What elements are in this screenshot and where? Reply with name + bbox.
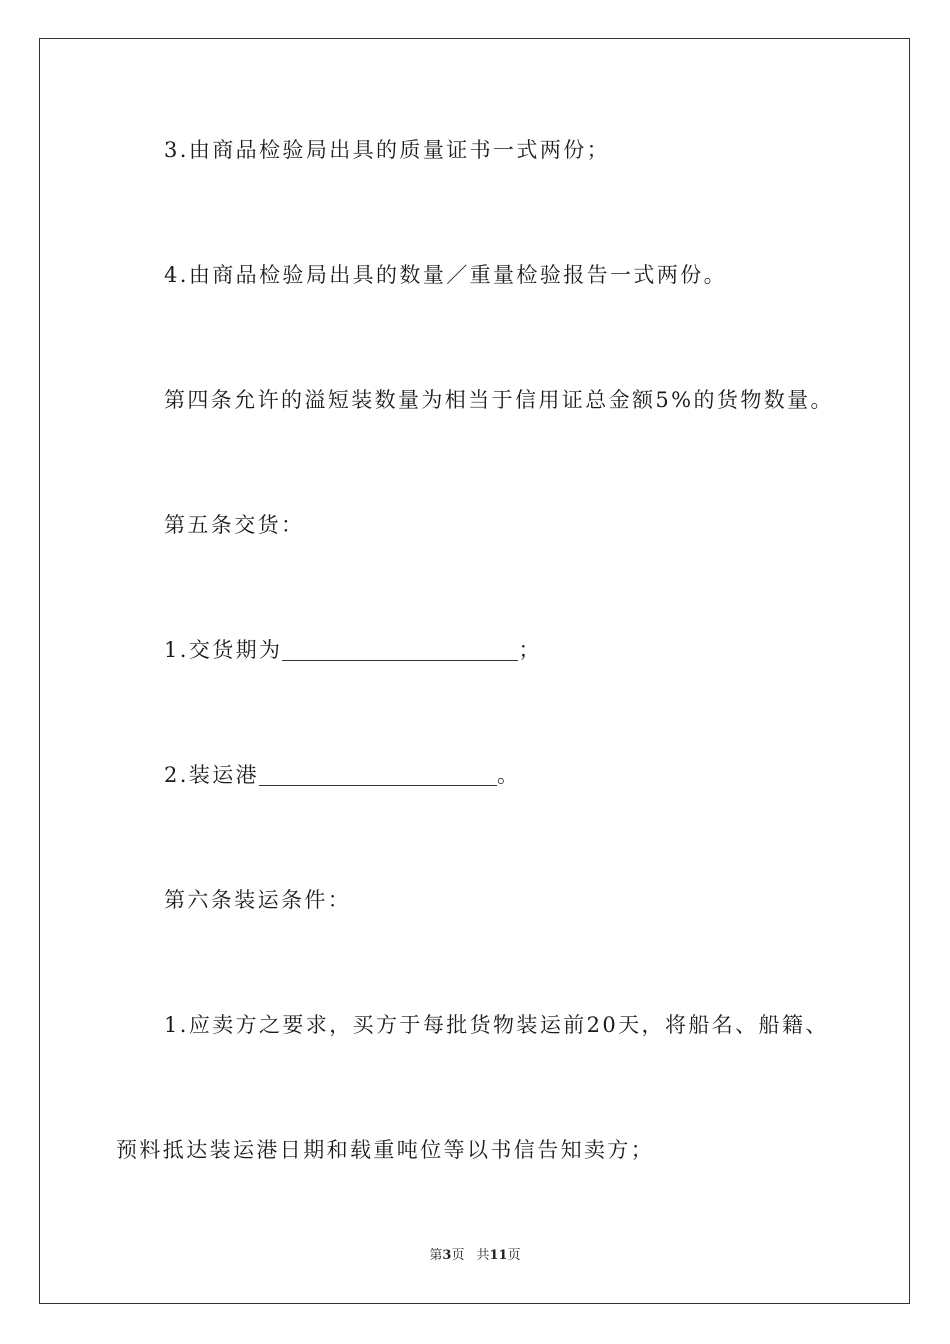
paragraph-shipping-notice-line1: 1.应卖方之要求，买方于每批货物装运前20天，将船名、船籍、 — [164, 1013, 829, 1037]
paragraph-delivery-period — [164, 635, 542, 665]
paragraph-quantity-weight-report: 4.由商品检验局出具的数量／重量检验报告一式两份。 — [164, 263, 728, 287]
page-footer — [0, 1247, 950, 1265]
footer-page-number: 3 — [442, 1248, 452, 1263]
footer-total-prefix: 共 — [476, 1248, 490, 1263]
paragraph-loading-port — [164, 760, 520, 790]
footer-total-suffix: 页 — [507, 1248, 521, 1263]
footer-total-pages: 11 — [489, 1248, 508, 1263]
heading-article-five: 第五条交货： — [164, 513, 305, 537]
paragraph-shipping-notice-line2: 预料抵达装运港日期和载重吨位等以书信告知卖方； — [116, 1138, 655, 1162]
footer-page-suffix: 页 — [451, 1248, 465, 1263]
loading-port-punctuation: 。 — [497, 763, 521, 787]
delivery-period-punctuation: ； — [518, 638, 542, 662]
heading-article-six: 第六条装运条件： — [164, 888, 352, 912]
paragraph-quality-certificate: 3.由商品检验局出具的质量证书一式两份； — [164, 138, 611, 162]
footer-page-prefix: 第 — [429, 1248, 443, 1263]
loading-port-blank — [259, 763, 497, 786]
page-border — [39, 38, 910, 1304]
loading-port-label: 2.装运港 — [164, 763, 260, 787]
paragraph-article-four: 第四条允许的溢短装数量为相当于信用证总金额5%的货物数量。 — [164, 388, 834, 412]
delivery-period-label: 1.交货期为 — [164, 638, 283, 662]
delivery-period-blank — [282, 638, 518, 661]
